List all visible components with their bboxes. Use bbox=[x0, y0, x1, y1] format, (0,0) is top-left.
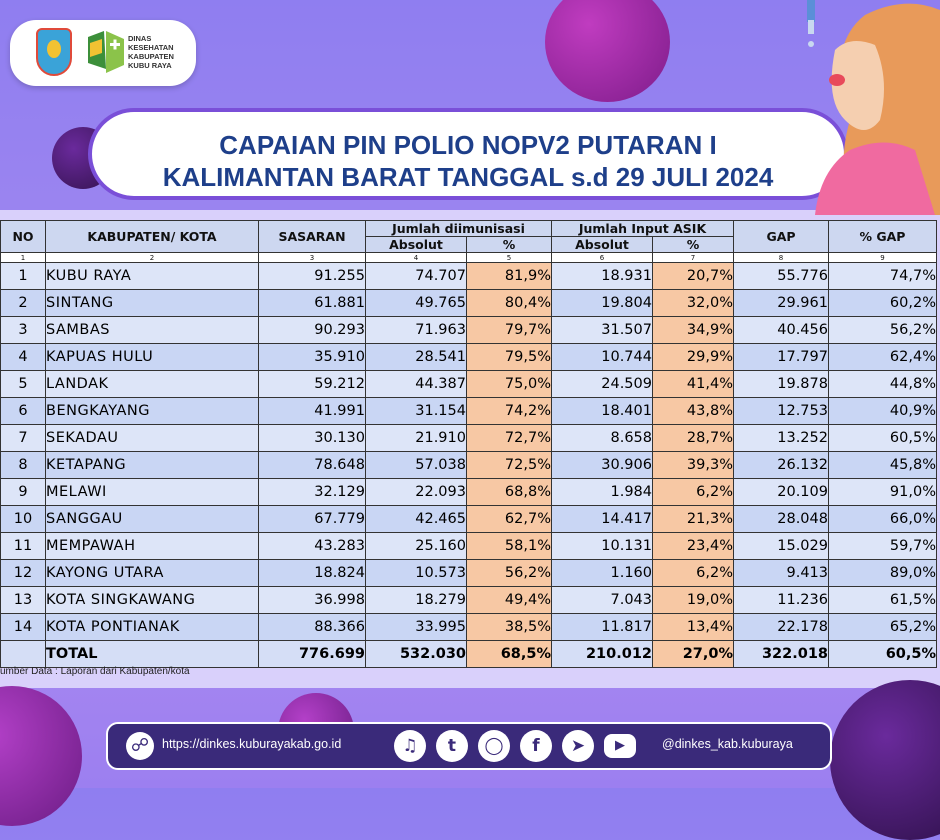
header-imunisasi-absolut: Absolut bbox=[366, 237, 467, 253]
row-imunisasi-absolut: 42.465 bbox=[366, 506, 467, 533]
total-cell bbox=[1, 641, 46, 668]
twitter-icon[interactable]: t bbox=[436, 730, 468, 762]
row-imunisasi-pct: 58,1% bbox=[467, 533, 552, 560]
row-kabupaten: SINTANG bbox=[46, 290, 259, 317]
column-number: 3 bbox=[259, 253, 366, 263]
row-sasaran: 78.648 bbox=[259, 452, 366, 479]
row-asik-absolut: 10.744 bbox=[552, 344, 653, 371]
total-pct-gap: 60,5% bbox=[829, 641, 937, 668]
row-sasaran: 90.293 bbox=[259, 317, 366, 344]
row-pct-gap: 44,8% bbox=[829, 371, 937, 398]
row-pct-gap: 59,7% bbox=[829, 533, 937, 560]
row-imunisasi-absolut: 57.038 bbox=[366, 452, 467, 479]
row-no: 14 bbox=[1, 614, 46, 641]
row-pct-gap: 61,5% bbox=[829, 587, 937, 614]
row-no: 7 bbox=[1, 425, 46, 452]
row-imunisasi-pct: 80,4% bbox=[467, 290, 552, 317]
row-sasaran: 36.998 bbox=[259, 587, 366, 614]
row-asik-pct: 6,2% bbox=[653, 560, 734, 587]
row-sasaran: 35.910 bbox=[259, 344, 366, 371]
row-kabupaten: MEMPAWAH bbox=[46, 533, 259, 560]
table-row bbox=[1, 371, 937, 398]
instagram-icon[interactable]: ◯ bbox=[478, 730, 510, 762]
total-asik-absolut: 210.012 bbox=[552, 641, 653, 668]
header-no: NO bbox=[1, 221, 46, 253]
decor-circle bbox=[0, 686, 82, 826]
total-asik-pct: 27,0% bbox=[653, 641, 734, 668]
polio-coverage-table bbox=[0, 220, 937, 668]
row-imunisasi-pct: 38,5% bbox=[467, 614, 552, 641]
row-sasaran: 88.366 bbox=[259, 614, 366, 641]
row-pct-gap: 65,2% bbox=[829, 614, 937, 641]
row-imunisasi-absolut: 33.995 bbox=[366, 614, 467, 641]
social-handle[interactable]: @dinkes_kab.kuburaya bbox=[662, 737, 793, 751]
title-banner bbox=[88, 108, 848, 200]
row-imunisasi-absolut: 71.963 bbox=[366, 317, 467, 344]
table-row bbox=[1, 506, 937, 533]
row-kabupaten: KOTA PONTIANAK bbox=[46, 614, 259, 641]
row-sasaran: 61.881 bbox=[259, 290, 366, 317]
header-pct-gap: % GAP bbox=[829, 221, 937, 253]
row-no: 9 bbox=[1, 479, 46, 506]
row-imunisasi-pct: 74,2% bbox=[467, 398, 552, 425]
row-asik-pct: 29,9% bbox=[653, 344, 734, 371]
page-subtitle: KALIMANTAN BARAT TANGGAL s.d 29 JULI 2024 bbox=[162, 162, 774, 192]
row-asik-pct: 28,7% bbox=[653, 425, 734, 452]
logo-line: DINAS bbox=[128, 34, 152, 43]
page-title: CAPAIAN PIN POLIO NOPV2 PUTARAN I bbox=[219, 130, 717, 160]
column-number: 9 bbox=[829, 253, 937, 263]
data-source-note: umber Data : Laporan dari Kabupaten/kota bbox=[0, 666, 190, 677]
row-asik-pct: 6,2% bbox=[653, 479, 734, 506]
column-number: 7 bbox=[653, 253, 734, 263]
row-sasaran: 30.130 bbox=[259, 425, 366, 452]
row-gap: 15.029 bbox=[734, 533, 829, 560]
row-imunisasi-absolut: 18.279 bbox=[366, 587, 467, 614]
globe-icon[interactable]: ☍ bbox=[126, 732, 154, 760]
row-kabupaten: SANGGAU bbox=[46, 506, 259, 533]
table-row bbox=[1, 425, 937, 452]
row-asik-absolut: 1.984 bbox=[552, 479, 653, 506]
row-asik-absolut: 18.931 bbox=[552, 263, 653, 290]
row-gap: 22.178 bbox=[734, 614, 829, 641]
row-pct-gap: 66,0% bbox=[829, 506, 937, 533]
footer-bar bbox=[106, 722, 832, 770]
row-kabupaten: KUBU RAYA bbox=[46, 263, 259, 290]
row-gap: 13.252 bbox=[734, 425, 829, 452]
row-kabupaten: BENGKAYANG bbox=[46, 398, 259, 425]
table-row bbox=[1, 533, 937, 560]
row-no: 1 bbox=[1, 263, 46, 290]
row-kabupaten: KETAPANG bbox=[46, 452, 259, 479]
row-pct-gap: 60,5% bbox=[829, 425, 937, 452]
row-sasaran: 41.991 bbox=[259, 398, 366, 425]
table-row bbox=[1, 344, 937, 371]
row-sasaran: 59.212 bbox=[259, 371, 366, 398]
row-asik-pct: 21,3% bbox=[653, 506, 734, 533]
table-row bbox=[1, 614, 937, 641]
column-number: 4 bbox=[366, 253, 467, 263]
row-no: 10 bbox=[1, 506, 46, 533]
row-imunisasi-absolut: 31.154 bbox=[366, 398, 467, 425]
tiktok-icon[interactable]: ♫ bbox=[394, 730, 426, 762]
row-asik-absolut: 30.906 bbox=[552, 452, 653, 479]
row-asik-pct: 34,9% bbox=[653, 317, 734, 344]
row-imunisasi-absolut: 25.160 bbox=[366, 533, 467, 560]
row-asik-absolut: 19.804 bbox=[552, 290, 653, 317]
row-pct-gap: 56,2% bbox=[829, 317, 937, 344]
child-receiving-drops-illustration bbox=[795, 0, 940, 215]
row-imunisasi-absolut: 74.707 bbox=[366, 263, 467, 290]
row-asik-pct: 32,0% bbox=[653, 290, 734, 317]
row-no: 8 bbox=[1, 452, 46, 479]
row-kabupaten: KOTA SINGKAWANG bbox=[46, 587, 259, 614]
row-gap: 17.797 bbox=[734, 344, 829, 371]
dinas-kesehatan-logo-icon bbox=[84, 29, 128, 75]
row-asik-pct: 41,4% bbox=[653, 371, 734, 398]
row-imunisasi-pct: 81,9% bbox=[467, 263, 552, 290]
row-pct-gap: 60,2% bbox=[829, 290, 937, 317]
row-gap: 19.878 bbox=[734, 371, 829, 398]
row-kabupaten: LANDAK bbox=[46, 371, 259, 398]
row-asik-pct: 23,4% bbox=[653, 533, 734, 560]
row-gap: 40.456 bbox=[734, 317, 829, 344]
row-sasaran: 67.779 bbox=[259, 506, 366, 533]
row-imunisasi-absolut: 44.387 bbox=[366, 371, 467, 398]
row-no: 11 bbox=[1, 533, 46, 560]
header-imunisasi: Jumlah diimunisasi bbox=[366, 221, 552, 237]
row-imunisasi-absolut: 10.573 bbox=[366, 560, 467, 587]
row-imunisasi-absolut: 49.765 bbox=[366, 290, 467, 317]
header-gap: GAP bbox=[734, 221, 829, 253]
row-no: 13 bbox=[1, 587, 46, 614]
logo-line: KABUPATEN bbox=[128, 52, 174, 61]
row-asik-pct: 13,4% bbox=[653, 614, 734, 641]
telegram-icon[interactable]: ➤ bbox=[562, 730, 594, 762]
row-imunisasi-pct: 72,5% bbox=[467, 452, 552, 479]
header-asik: Jumlah Input ASIK bbox=[552, 221, 734, 237]
column-number: 8 bbox=[734, 253, 829, 263]
row-kabupaten: SEKADAU bbox=[46, 425, 259, 452]
header-asik-absolut: Absolut bbox=[552, 237, 653, 253]
total-gap: 322.018 bbox=[734, 641, 829, 668]
row-pct-gap: 89,0% bbox=[829, 560, 937, 587]
table-row bbox=[1, 290, 937, 317]
total-row bbox=[1, 641, 937, 668]
row-no: 3 bbox=[1, 317, 46, 344]
logo-panel bbox=[10, 20, 196, 86]
table-row bbox=[1, 560, 937, 587]
header-kabupaten: KABUPATEN/ KOTA bbox=[46, 221, 259, 253]
row-imunisasi-absolut: 21.910 bbox=[366, 425, 467, 452]
row-gap: 29.961 bbox=[734, 290, 829, 317]
website-link[interactable]: https://dinkes.kuburayakab.go.id bbox=[162, 737, 342, 751]
column-number: 2 bbox=[46, 253, 259, 263]
row-imunisasi-pct: 68,8% bbox=[467, 479, 552, 506]
row-imunisasi-pct: 79,7% bbox=[467, 317, 552, 344]
total-imunisasi-absolut: 532.030 bbox=[366, 641, 467, 668]
row-imunisasi-absolut: 22.093 bbox=[366, 479, 467, 506]
row-imunisasi-pct: 62,7% bbox=[467, 506, 552, 533]
row-imunisasi-pct: 49,4% bbox=[467, 587, 552, 614]
logo-line: KESEHATAN bbox=[128, 43, 174, 52]
logo-line: KUBU RAYA bbox=[128, 61, 172, 70]
row-no: 6 bbox=[1, 398, 46, 425]
header-imunisasi-pct: % bbox=[467, 237, 552, 253]
total-sasaran: 776.699 bbox=[259, 641, 366, 668]
row-gap: 11.236 bbox=[734, 587, 829, 614]
row-imunisasi-absolut: 28.541 bbox=[366, 344, 467, 371]
header-asik-pct: % bbox=[653, 237, 734, 253]
row-asik-absolut: 1.160 bbox=[552, 560, 653, 587]
table-row bbox=[1, 263, 937, 290]
row-gap: 12.753 bbox=[734, 398, 829, 425]
row-asik-pct: 43,8% bbox=[653, 398, 734, 425]
row-gap: 9.413 bbox=[734, 560, 829, 587]
row-asik-pct: 19,0% bbox=[653, 587, 734, 614]
column-number: 1 bbox=[1, 253, 46, 263]
row-no: 2 bbox=[1, 290, 46, 317]
row-asik-absolut: 31.507 bbox=[552, 317, 653, 344]
column-number: 6 bbox=[552, 253, 653, 263]
row-kabupaten: KAYONG UTARA bbox=[46, 560, 259, 587]
row-imunisasi-pct: 79,5% bbox=[467, 344, 552, 371]
total-label: TOTAL bbox=[46, 641, 259, 668]
row-pct-gap: 40,9% bbox=[829, 398, 937, 425]
decor-circle bbox=[545, 0, 670, 102]
row-asik-pct: 39,3% bbox=[653, 452, 734, 479]
table-row bbox=[1, 317, 937, 344]
row-asik-absolut: 10.131 bbox=[552, 533, 653, 560]
row-gap: 26.132 bbox=[734, 452, 829, 479]
row-gap: 55.776 bbox=[734, 263, 829, 290]
row-sasaran: 32.129 bbox=[259, 479, 366, 506]
row-no: 5 bbox=[1, 371, 46, 398]
table-row bbox=[1, 479, 937, 506]
row-sasaran: 91.255 bbox=[259, 263, 366, 290]
row-gap: 20.109 bbox=[734, 479, 829, 506]
row-pct-gap: 62,4% bbox=[829, 344, 937, 371]
row-asik-absolut: 24.509 bbox=[552, 371, 653, 398]
row-imunisasi-pct: 75,0% bbox=[467, 371, 552, 398]
row-pct-gap: 91,0% bbox=[829, 479, 937, 506]
table-row bbox=[1, 398, 937, 425]
table-row bbox=[1, 587, 937, 614]
kabupaten-emblem-icon bbox=[36, 28, 72, 76]
column-number: 5 bbox=[467, 253, 552, 263]
decor-circle bbox=[830, 680, 940, 840]
row-asik-pct: 20,7% bbox=[653, 263, 734, 290]
row-asik-absolut: 18.401 bbox=[552, 398, 653, 425]
table-row bbox=[1, 452, 937, 479]
logo-text bbox=[128, 34, 174, 70]
row-asik-absolut: 11.817 bbox=[552, 614, 653, 641]
header-sasaran: SASARAN bbox=[259, 221, 366, 253]
row-pct-gap: 45,8% bbox=[829, 452, 937, 479]
row-kabupaten: KAPUAS HULU bbox=[46, 344, 259, 371]
row-no: 12 bbox=[1, 560, 46, 587]
youtube-icon[interactable]: ▶ bbox=[604, 734, 636, 758]
row-sasaran: 43.283 bbox=[259, 533, 366, 560]
row-kabupaten: SAMBAS bbox=[46, 317, 259, 344]
row-no: 4 bbox=[1, 344, 46, 371]
row-asik-absolut: 8.658 bbox=[552, 425, 653, 452]
row-sasaran: 18.824 bbox=[259, 560, 366, 587]
row-asik-absolut: 14.417 bbox=[552, 506, 653, 533]
row-imunisasi-pct: 72,7% bbox=[467, 425, 552, 452]
facebook-icon[interactable]: f bbox=[520, 730, 552, 762]
row-pct-gap: 74,7% bbox=[829, 263, 937, 290]
row-imunisasi-pct: 56,2% bbox=[467, 560, 552, 587]
row-kabupaten: MELAWI bbox=[46, 479, 259, 506]
total-imunisasi-pct: 68,5% bbox=[467, 641, 552, 668]
row-asik-absolut: 7.043 bbox=[552, 587, 653, 614]
row-gap: 28.048 bbox=[734, 506, 829, 533]
